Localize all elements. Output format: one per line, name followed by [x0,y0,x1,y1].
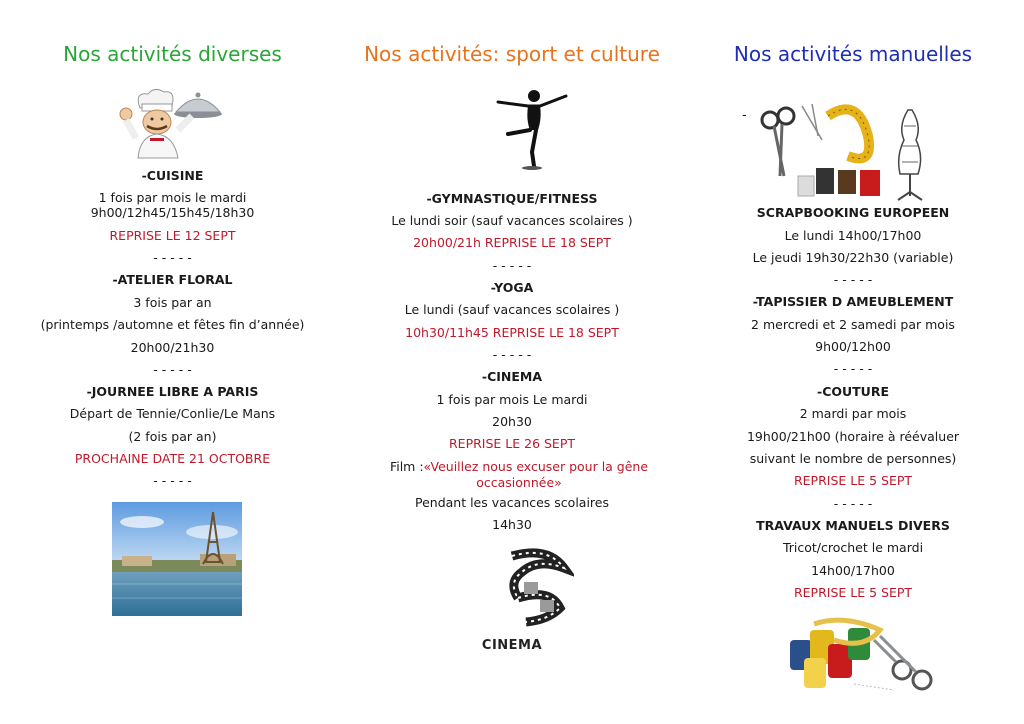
column-title: Nos activités diverses [63,42,282,66]
yoga-reprise: 10h30/11h45 REPRISE LE 18 SEPT [405,325,619,340]
yoga-when: Le lundi (sauf vacances scolaires ) [404,302,620,317]
cinema-hour: 20h30 [492,414,532,429]
scrap-title: SCRAPBOOKING EUROPEEN [756,205,950,220]
separator: - - - - - [833,272,873,287]
couture-hours: 19h00/21h00 (horaire à réévaluer [746,429,960,444]
column-title: Nos activités manuelles [733,42,973,66]
paris-depart: Départ de Tennie/Conlie/Le Mans [69,406,276,421]
paris-title: -JOURNEE LIBRE A PARIS [86,384,259,399]
travaux-hours: 14h00/17h00 [811,563,895,578]
separator: - - - - - [153,362,192,377]
separator: - - - - - [492,347,532,362]
bullet-dash: - [742,108,747,123]
column-title: Nos activités: sport et culture [364,42,660,66]
couture-hours-note: suivant le nombre de personnes) [749,451,957,466]
film-label: Film : [389,459,424,474]
tapissier-hours: 9h00/12h00 [815,339,891,354]
floral-title: -ATELIER FLORAL [112,272,233,287]
separator: - - - - - [833,361,873,376]
thread-spools-illustration [784,610,944,696]
separator: - - - - - [153,250,192,265]
floral-hours: 20h00/21h30 [130,340,215,355]
scrap-jeudi: Le jeudi 19h30/22h30 (variable) [752,250,954,265]
gym-reprise: 20h00/21h REPRISE LE 18 SEPT [413,235,611,250]
travaux-reprise: REPRISE LE 5 SEPT [793,585,913,600]
cinema-logo-text: CINEMA [481,638,543,653]
sewing-tools-illustration [758,96,938,204]
vacances-label: Pendant les vacances scolaires [414,495,609,510]
separator: - - - - - [492,258,532,273]
tapissier-title: -TAPISSIER D AMEUBLEMENT [752,294,954,309]
vacances-hour: 14h30 [492,517,532,532]
travaux-when: Tricot/crochet le mardi [782,540,924,555]
floral-frequency: 3 fois par an [133,295,212,310]
film-note [386,459,652,491]
gym-when: Le lundi soir (sauf vacances scolaires ) [391,213,633,228]
separator: - - - - - [153,473,192,488]
dancer-silhouette [492,86,572,172]
cinema-reprise: REPRISE LE 26 SEPT [448,436,576,451]
travaux-title: TRAVAUX MANUELS DIVERS [756,518,950,533]
scrap-lundi: Le lundi 14h00/17h00 [784,228,922,243]
couture-title: -COUTURE [817,384,889,399]
yoga-title: -YOGA [490,280,534,295]
paris-date: PROCHAINE DATE 21 OCTOBRE [74,451,271,466]
eiffel-tower-photo [112,502,242,616]
cuisine-title: -CUISINE [141,168,204,183]
floral-when: (printemps /automne et fêtes fin d’année) [40,317,305,332]
cuisine-reprise: REPRISE LE 12 SEPT [109,228,236,243]
gym-title: -GYMNASTIQUE/FITNESS [426,191,598,206]
cuisine-frequency: 1 fois par mois le mardi [98,190,247,205]
cinema-frequency: 1 fois par mois Le mardi [436,392,588,407]
cinema-title: -CINEMA [481,369,543,384]
separator: - - - - - [833,496,873,511]
cuisine-hours: 9h00/12h45/15h45/18h30 [90,205,255,220]
couture-reprise: REPRISE LE 5 SEPT [793,473,913,488]
film-text: «Veuillez nous excuser pour la gêne occasionnée» [423,459,649,490]
chef-illustration [112,86,222,160]
cinema-film-icon [498,548,574,652]
couture-frequency: 2 mardi par mois [799,406,907,421]
tapissier-frequency: 2 mercredi et 2 samedi par mois [751,317,955,332]
paris-frequency: (2 fois par an) [128,429,217,444]
